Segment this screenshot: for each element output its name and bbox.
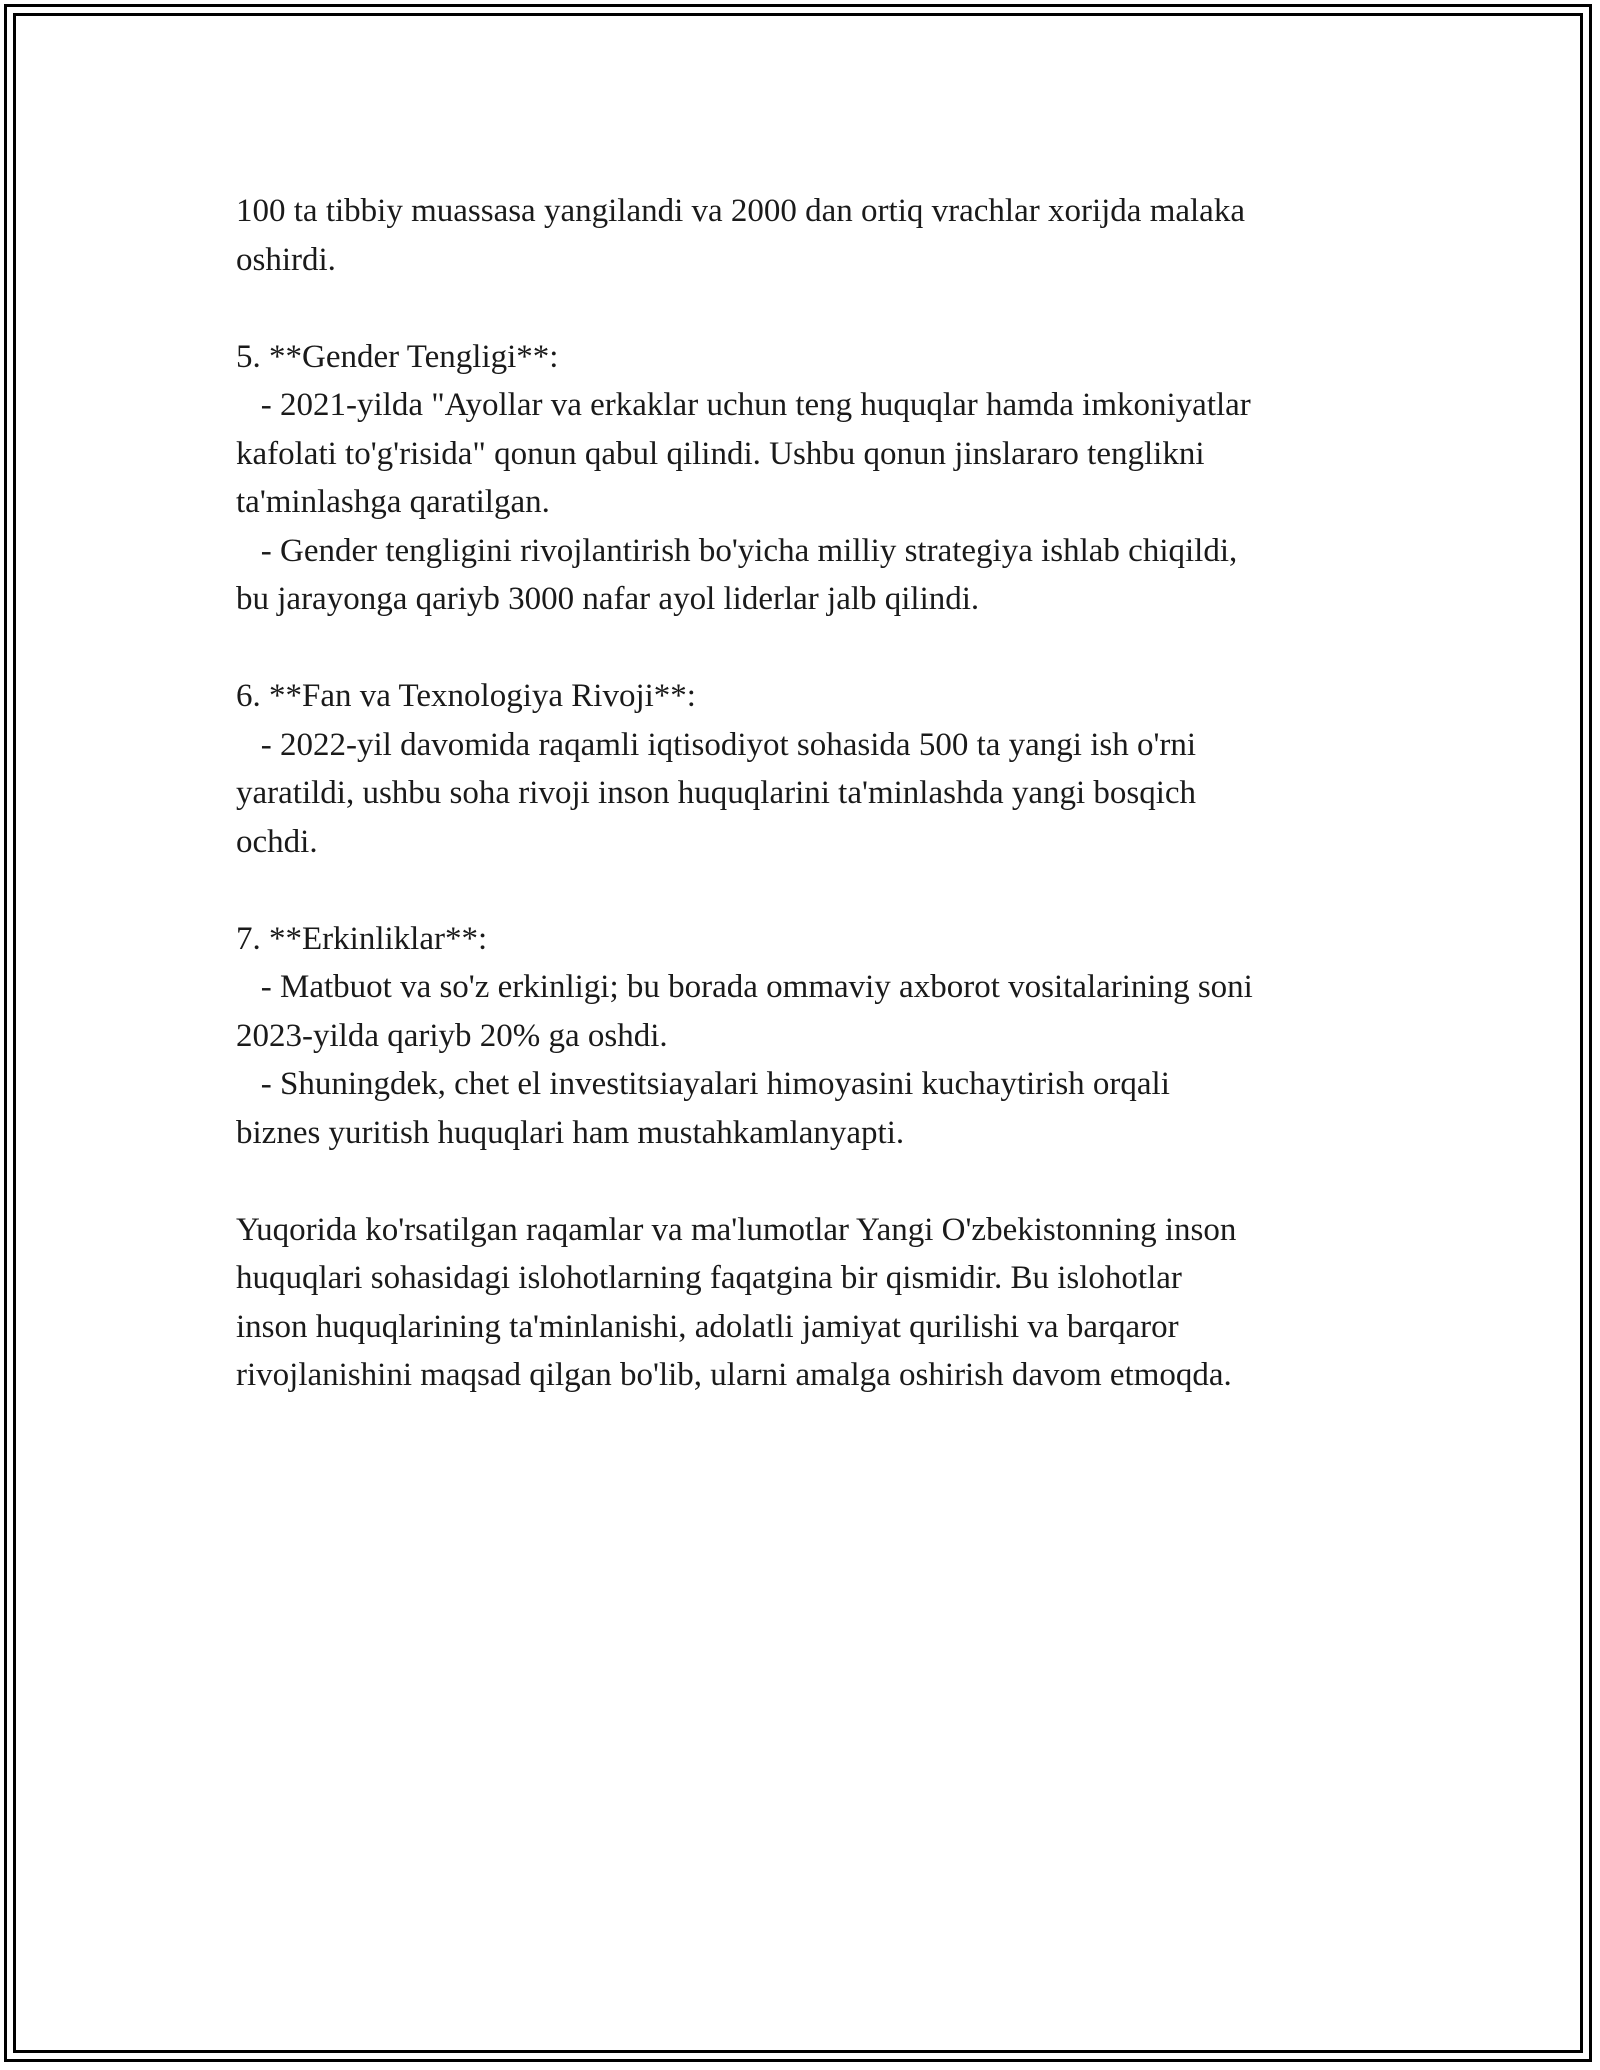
paragraph-gap [236,866,1376,915]
text-line: inson huquqlarining ta'minlanishi, adolatli jamiyat qurilishi va barqaror [236,1308,1179,1345]
intro-paragraph [236,187,1376,284]
text-line: yaratildi, ushbu soha rivoji inson huquqlarini ta'minlashda yangi bosqich [236,775,1197,811]
conclusion-paragraph [236,1206,1376,1400]
section-heading: 7. **Erkinliklar**: [236,920,488,957]
text-line: Yuqorida ko'rsatilgan raqamlar va ma'lumotlar Yangi O'zbekistonning inson [236,1211,1237,1248]
text-line: bu jarayonga qariyb 3000 nafar ayol liderlar jalb qilindi. [236,581,980,617]
section-heading: 5. **Gender Tengligi**: [236,338,559,375]
text-line: ochdi. [236,823,318,860]
section-science-technology [236,672,1376,866]
text-line: kafolati to'g'risida" qonun qabul qilindi. Ushbu qonun jinslararo tenglikni [236,435,1205,472]
text-line: - Matbuot va so'z erkinligi; bu borada ommaviy axborot vositalarining soni [236,969,1253,1005]
text-line: oshirdi. [236,241,336,278]
paragraph-gap [236,624,1376,673]
section-heading: 6. **Fan va Texnologiya Rivoji**: [236,678,696,714]
text-line: huquqlari sohasidagi islohotlarning faqatgina bir qismidir. Bu islohotlar [236,1260,1182,1296]
paragraph-gap [236,1157,1376,1206]
text-line: rivojlanishini maqsad qilgan bo'lib, ularni amalga oshirish davom etmoqda. [236,1357,1232,1393]
text-line: - Gender tengligini rivojlantirish bo'yicha milliy strategiya ishlab chiqildi, [236,532,1238,569]
text-line: - 2022-yil davomida raqamli iqtisodiyot sohasida 500 ta yangi ish o'rni [236,726,1197,763]
section-freedoms [236,915,1376,1158]
text-line: biznes yuritish huquqlari ham mustahkamlanyapti. [236,1114,905,1151]
text-line: ta'minlashga qaratilgan. [236,484,550,520]
document-body [236,187,1376,1400]
text-line: - Shuningdek, chet el investitsiayalari himoyasini kuchaytirish orqali [236,1066,1170,1102]
text-line: - 2021-yilda "Ayollar va erkaklar uchun teng huquqlar hamda imkoniyatlar [236,387,1251,423]
text-line: 2023-yilda qariyb 20% ga oshdi. [236,1017,668,1054]
section-gender-equality [236,333,1376,624]
text-line: 100 ta tibbiy muassasa yangilandi va 2000 dan ortiq vrachlar xorijda malaka [236,193,1245,229]
paragraph-gap [236,284,1376,333]
